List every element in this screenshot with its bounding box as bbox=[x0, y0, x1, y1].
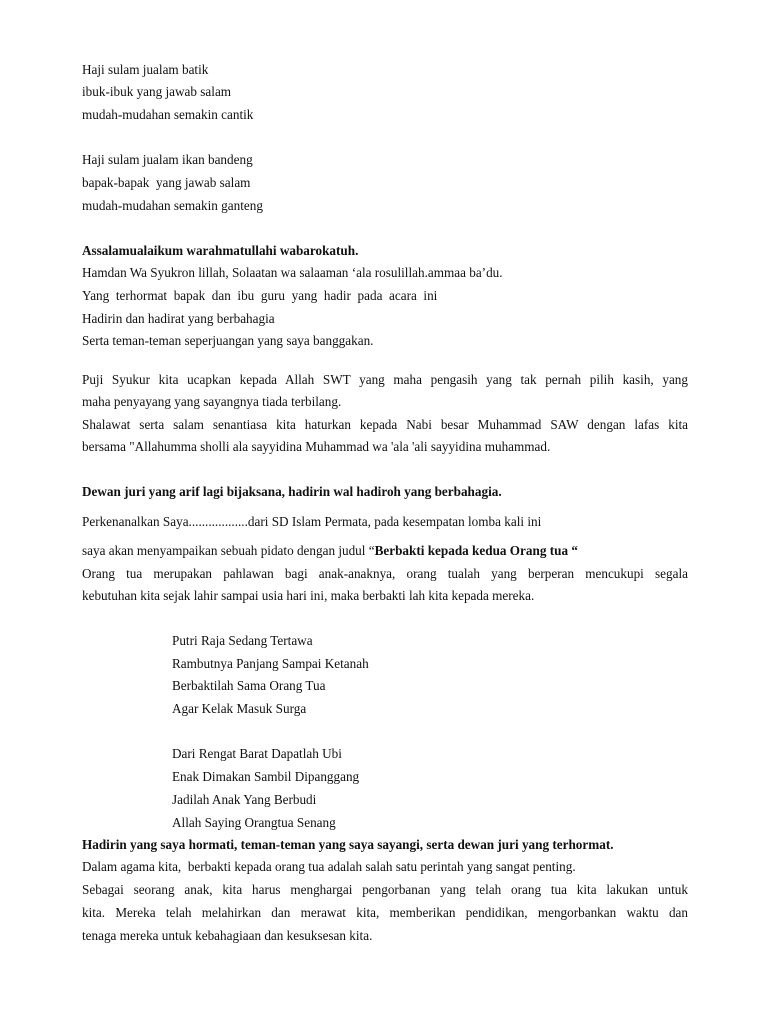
pantun-4-line-1: Dari Rengat Barat Dapatlah Ubi bbox=[172, 746, 342, 761]
pantun-2-line-2: bapak-bapak yang jawab salam bbox=[82, 175, 251, 190]
closing-line-1: Dalam agama kita, berbakti kepada orang tua adalah salah satu perintah yang sangat penting. bbox=[82, 859, 576, 874]
gratitude-line-2: maha penyayang yang sayangnya tiada terbilang. bbox=[82, 394, 342, 409]
intro-line-3: Orang tua merupakan pahlawan bagi anak-anaknya, orang tualah yang berperan mencukupi segala bbox=[82, 566, 688, 581]
speech-title: Berbakti kepada kedua Orang tua “ bbox=[374, 543, 578, 558]
pantun-4-line-4: Allah Saying Orangtua Senang bbox=[172, 815, 336, 830]
respect-line-1: Yang terhormat bapak dan ibu guru yang hadir pada acara ini bbox=[82, 288, 438, 303]
closing-line-4: tenaga mereka untuk kebahagiaan dan kesuksesan kita. bbox=[82, 928, 373, 943]
pantun-2-line-3: mudah-mudahan semakin ganteng bbox=[82, 198, 263, 213]
pantun-4-line-3: Jadilah Anak Yang Berbudi bbox=[172, 792, 317, 807]
pantun-1-line-2: ibuk-ibuk yang jawab salam bbox=[82, 84, 232, 99]
gratitude-line-3: Shalawat serta salam senantiasa kita haturkan kepada Nabi besar Muhammad SAW dengan lafas kita bbox=[82, 417, 688, 432]
closing-line-2: Sebagai seorang anak, kita harus menghargai pengorbanan yang telah orang tua kita lakukan untuk bbox=[82, 882, 688, 897]
intro-line-4: kebutuhan kita sejak lahir sampai usia hari ini, maka berbakti lah kita kepada mereka. bbox=[82, 588, 535, 603]
closing-line-3: kita. Mereka telah melahirkan dan merawat kita, memberikan pendidikan, mengorbankan waktu dan bbox=[82, 905, 688, 920]
pantun-3-line-3: Berbaktilah Sama Orang Tua bbox=[172, 678, 326, 693]
pantun-1-line-3: mudah-mudahan semakin cantik bbox=[82, 107, 254, 122]
gratitude-line-1: Puji Syukur kita ucapkan kepada Allah SWT yang maha pengasih yang tak pernah pilih kasih, yang bbox=[82, 372, 688, 387]
pantun-4-line-2: Enak Dimakan Sambil Dipanggang bbox=[172, 769, 360, 784]
intro-line-1: Perkenanalkan Saya..................dari SD Islam Permata, pada kesempatan lomba kali ini bbox=[82, 514, 542, 529]
respect-line-3: Serta teman-teman seperjuangan yang saya banggakan. bbox=[82, 333, 374, 348]
intro-line-2-prefix: saya akan menyampaikan sebuah pidato dengan judul “ bbox=[82, 543, 375, 558]
pantun-1-line-1: Haji sulam jualam batik bbox=[82, 62, 209, 77]
hamdan-line: Hamdan Wa Syukron lillah, Solaatan wa salaaman ‘ala rosulillah.ammaa ba’du. bbox=[82, 265, 503, 280]
jury-heading: Dewan juri yang arif lagi bijaksana, hadirin wal hadiroh yang berbahagia. bbox=[82, 484, 502, 499]
intro-line-2 bbox=[82, 543, 578, 559]
pantun-3-line-1: Putri Raja Sedang Tertawa bbox=[172, 633, 313, 648]
pantun-3-line-4: Agar Kelak Masuk Surga bbox=[172, 701, 307, 716]
closing-heading: Hadirin yang saya hormati, teman-teman yang saya sayangi, serta dewan juri yang terhormat. bbox=[82, 837, 614, 852]
greeting-heading: Assalamualaikum warahmatullahi wabarokatuh. bbox=[82, 243, 359, 258]
gratitude-line-4: bersama "Allahumma sholli ala sayyidina Muhammad wa 'ala 'ali sayyidina muhammad. bbox=[82, 439, 551, 454]
pantun-2-line-1: Haji sulam jualam ikan bandeng bbox=[82, 152, 253, 167]
respect-line-2: Hadirin dan hadirat yang berbahagia bbox=[82, 311, 275, 326]
pantun-3-line-2: Rambutnya Panjang Sampai Ketanah bbox=[172, 656, 369, 671]
